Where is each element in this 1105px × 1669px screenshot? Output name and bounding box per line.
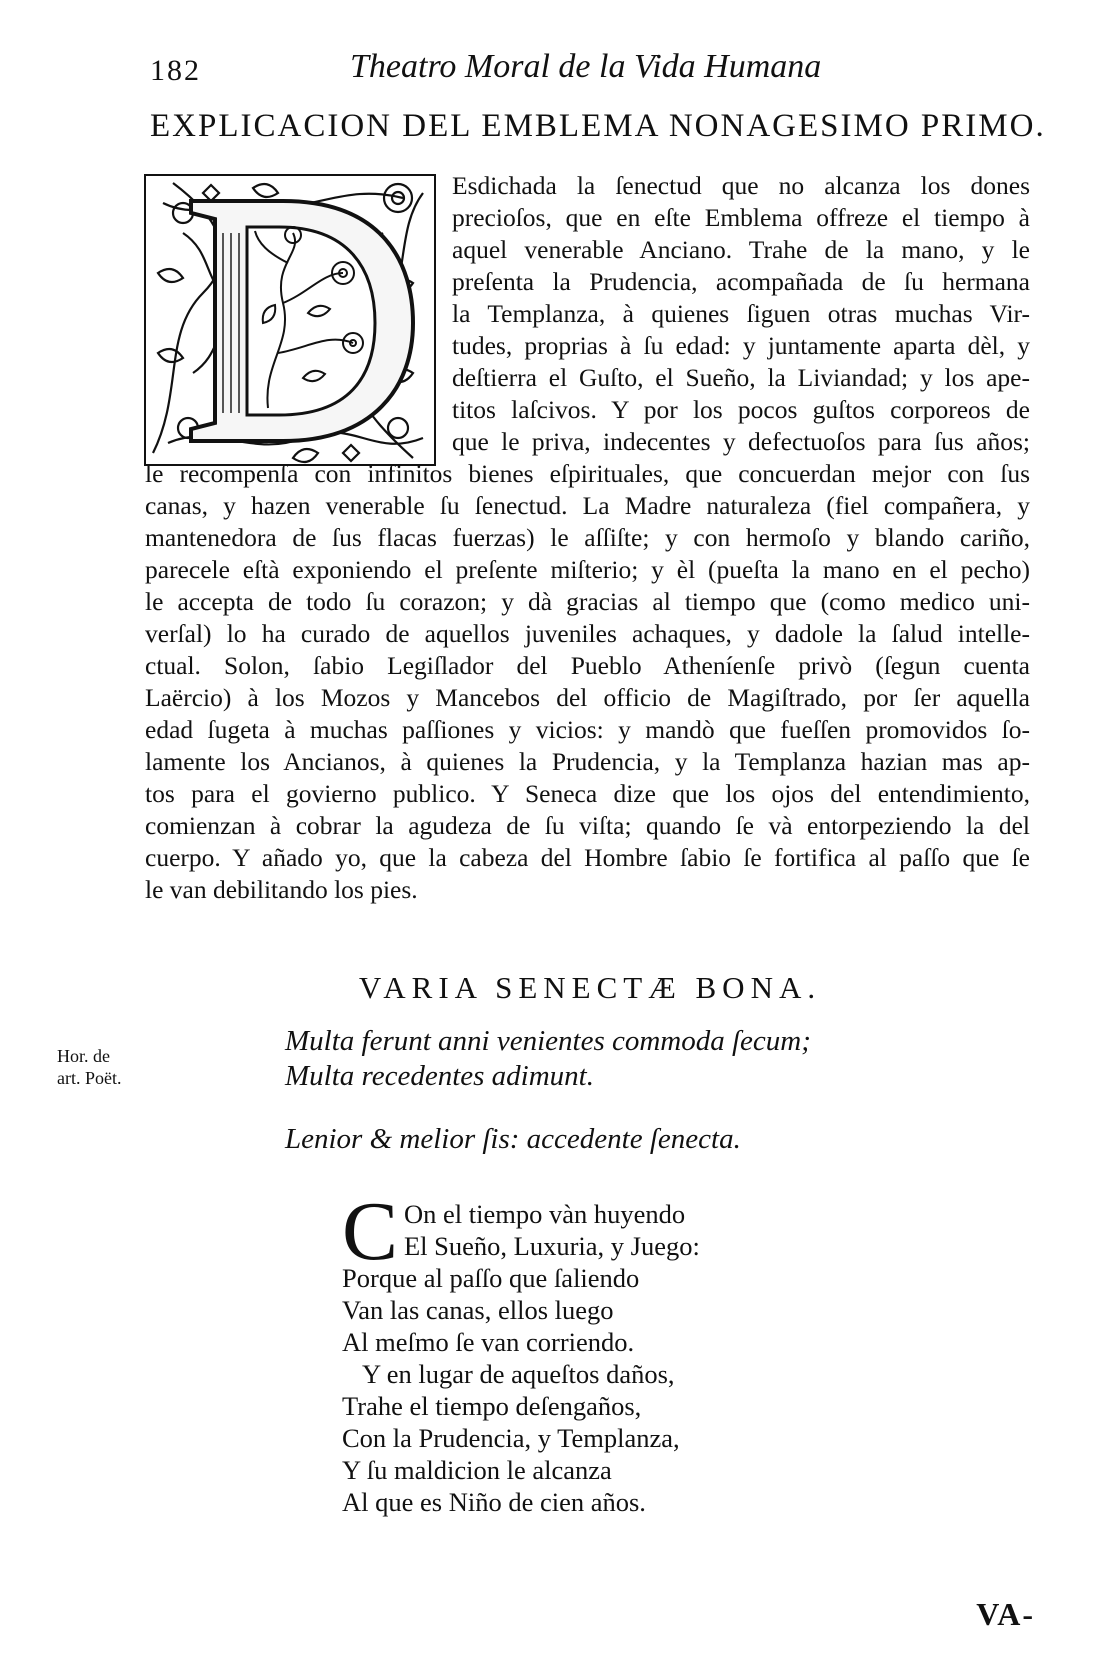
paragraph-line: preſenta la Prudencia, acompañada de ſu hermana (452, 267, 1030, 296)
poem-line: El Sueño, Luxuria, y Juego: (404, 1231, 700, 1261)
poem-line: Van las canas, ellos luego (342, 1295, 614, 1325)
paragraph-line: canas, y hazen venerable ſu ſenectud. La Madre naturaleza (fiel compañera, y (145, 491, 1030, 520)
margin-citation-line: Hor. de (57, 1046, 110, 1066)
poem-dropcap: C (342, 1185, 399, 1278)
poem-line: Y en lugar de aqueſtos daños, (362, 1359, 675, 1389)
paragraph-line: Laërcio) à los Mozos y Mancebos del officio de Magiſtrado, por ſer aquella (145, 683, 1030, 712)
paragraph-line: precioſos, que en eſte Emblema offreze el tiempo à (452, 203, 1030, 232)
paragraph-line: cuerpo. Y añado yo, que la cabeza del Hombre ſabio ſe fortifica al paſſo que ſe (145, 843, 1030, 872)
explanation-title: EXPLICACION DEL EMBLEMA NONAGESIMO PRIMO. (150, 108, 1046, 144)
floral-ornament-icon (143, 173, 443, 473)
paragraph-line: lamente los Ancianos, à quienes la Prudencia, y la Templanza hazian mas ap- (145, 747, 1030, 776)
paragraph-line: le recompenſa con infinitos bienes eſpirituales, que concuerdan mejor con ſus (145, 459, 1030, 488)
paragraph-line: mantenedora de ſus flacas fuerzas) le aſſiſte; y con hermoſo y blando cariño, (145, 523, 1030, 552)
poem-line: Y ſu maldicion le alcanza (342, 1455, 612, 1485)
paragraph-line: tudes, proprias à ſu edad: y juntamente aparta dèl, y (452, 331, 1030, 360)
paragraph-line: verſal) lo ha curado de aquellos juveniles achaques, y dadole la ſalud intelle- (145, 619, 1030, 648)
paragraph-line: titos laſcivos. Y por los pocos guſtos corporeos de (452, 395, 1030, 424)
poem-line: On el tiempo vàn huyendo (404, 1199, 686, 1229)
margin-citation (57, 1045, 122, 1089)
paragraph-line: tos para el govierno publico. Y Seneca dize que los ojos del entendimiento, (145, 779, 1030, 808)
latin-quote-line: Lenior & melior ſis: accedente ſenecta. (285, 1123, 741, 1155)
paragraph-line: la Templanza, à quienes ſiguen otras muchas Vir- (452, 299, 1030, 328)
margin-citation-line: art. Poët. (57, 1068, 122, 1088)
poem-line: Al meſmo ſe van corriendo. (342, 1327, 635, 1357)
paragraph-line: aquel venerable Anciano. Trahe de la mano, y le (452, 235, 1030, 264)
decorated-initial (143, 173, 443, 473)
paragraph-line: parecele eſtà exponiendo el preſente miſterio; y èl (pueſta la mano en el pecho) (145, 555, 1030, 584)
latin-quote-line: Multa ferunt anni venientes commoda ſecum; (285, 1025, 811, 1057)
section-title: VARIA SENECTÆ BONA. (358, 970, 822, 1005)
running-title: Theatro Moral de la Vida Humana (350, 48, 822, 85)
paragraph-line: le accepta de todo ſu corazon; y dà gracias al tiempo que (como medico uni- (145, 587, 1030, 616)
paragraph-line: comienzan à cobrar la agudeza de ſu viſta; quando ſe và entorpeziendo la del (145, 811, 1030, 840)
running-head (150, 48, 1030, 98)
catchword: VA- (976, 1596, 1035, 1632)
poem-line: Al que es Niño de cien años. (342, 1487, 646, 1517)
paragraph-line: le van debilitando los pies. (145, 875, 418, 904)
latin-quote-line: Multa recedentes adimunt. (285, 1060, 594, 1092)
poem-line: Trahe el tiempo deſengaños, (342, 1391, 642, 1421)
paragraph-line: edad ſugeta à muchas paſſiones y vicios: y mandò que fueſſen promovidos ſo- (145, 715, 1030, 744)
poem-line: Con la Prudencia, y Templanza, (342, 1423, 680, 1453)
paragraph-line: que le priva, indecentes y defectuoſos para ſus años; (452, 427, 1030, 456)
paragraph-line: Esdichada la ſenectud que no alcanza los dones (452, 171, 1030, 200)
paragraph-line: deſtierra el Guſto, el Sueño, la Liviandad; y los ape- (452, 363, 1030, 392)
paragraph-line: ctual. Solon, ſabio Legiſlador del Pueblo Atheníenſe privò (ſegun cuenta (145, 651, 1030, 680)
page-number: 182 (150, 54, 201, 87)
poem-line: Porque al paſſo que ſaliendo (342, 1263, 640, 1293)
